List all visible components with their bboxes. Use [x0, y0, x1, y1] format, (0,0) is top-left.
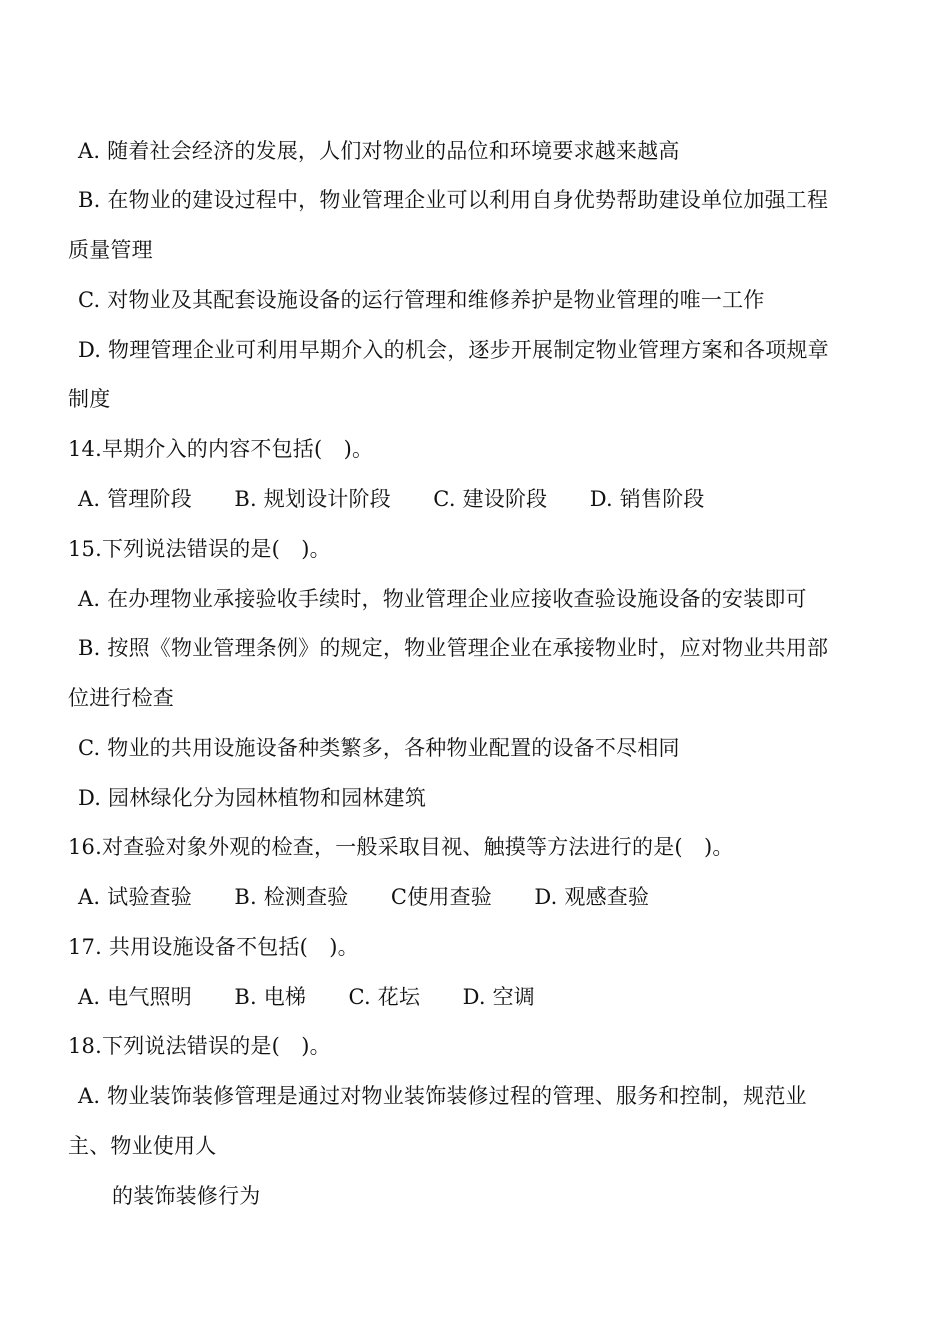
q17-options: A. 电气照明 B. 电梯 C. 花坛 D. 空调	[78, 985, 536, 1009]
q18-option-a: A. 物业装饰装修管理是通过对物业装饰装修过程的管理、服务和控制，规范业	[78, 1084, 807, 1108]
question-15: 15.下列说法错误的是( )。	[68, 537, 331, 561]
q15-option-b-cont: 位进行检查	[68, 686, 174, 710]
q13-option-d-cont: 制度	[68, 387, 111, 411]
q15-option-d: D. 园林绿化分为园林植物和园林建筑	[78, 786, 427, 810]
q13-option-c: C. 对物业及其配套设施设备的运行管理和维修养护是物业管理的唯一工作	[78, 288, 765, 312]
q15-option-c: C. 物业的共用设施设备种类繁多，各种物业配置的设备不尽相同	[78, 736, 680, 760]
q13-option-a: A. 随着社会经济的发展，人们对物业的品位和环境要求越来越高	[78, 139, 680, 163]
question-14: 14.早期介入的内容不包括( )。	[68, 437, 374, 461]
question-18: 18.下列说法错误的是( )。	[68, 1034, 331, 1058]
q15-option-b: B. 按照《物业管理条例》的规定，物业管理企业在承接物业时，应对物业共用部	[78, 636, 829, 660]
q13-option-d: D. 物理管理企业可利用早期介入的机会，逐步开展制定物业管理方案和各项规章	[78, 338, 829, 362]
q18-option-a-cont2: 的装饰装修行为	[112, 1184, 261, 1208]
q13-option-b-cont: 质量管理	[68, 238, 153, 262]
question-17: 17. 共用设施设备不包括( )。	[68, 935, 359, 959]
q18-option-a-cont: 主、物业使用人	[68, 1134, 217, 1158]
question-16: 16.对查验对象外观的检查，一般采取目视、触摸等方法进行的是( )。	[68, 835, 734, 859]
q16-options: A. 试验查验 B. 检测查验 C使用查验 D. 观感查验	[78, 885, 650, 909]
q14-options: A. 管理阶段 B. 规划设计阶段 C. 建设阶段 D. 销售阶段	[78, 487, 705, 511]
q15-option-a: A. 在办理物业承接验收手续时，物业管理企业应接收查验设施设备的安装即可	[78, 587, 807, 611]
q13-option-b: B. 在物业的建设过程中，物业管理企业可以利用自身优势帮助建设单位加强工程	[78, 188, 829, 212]
